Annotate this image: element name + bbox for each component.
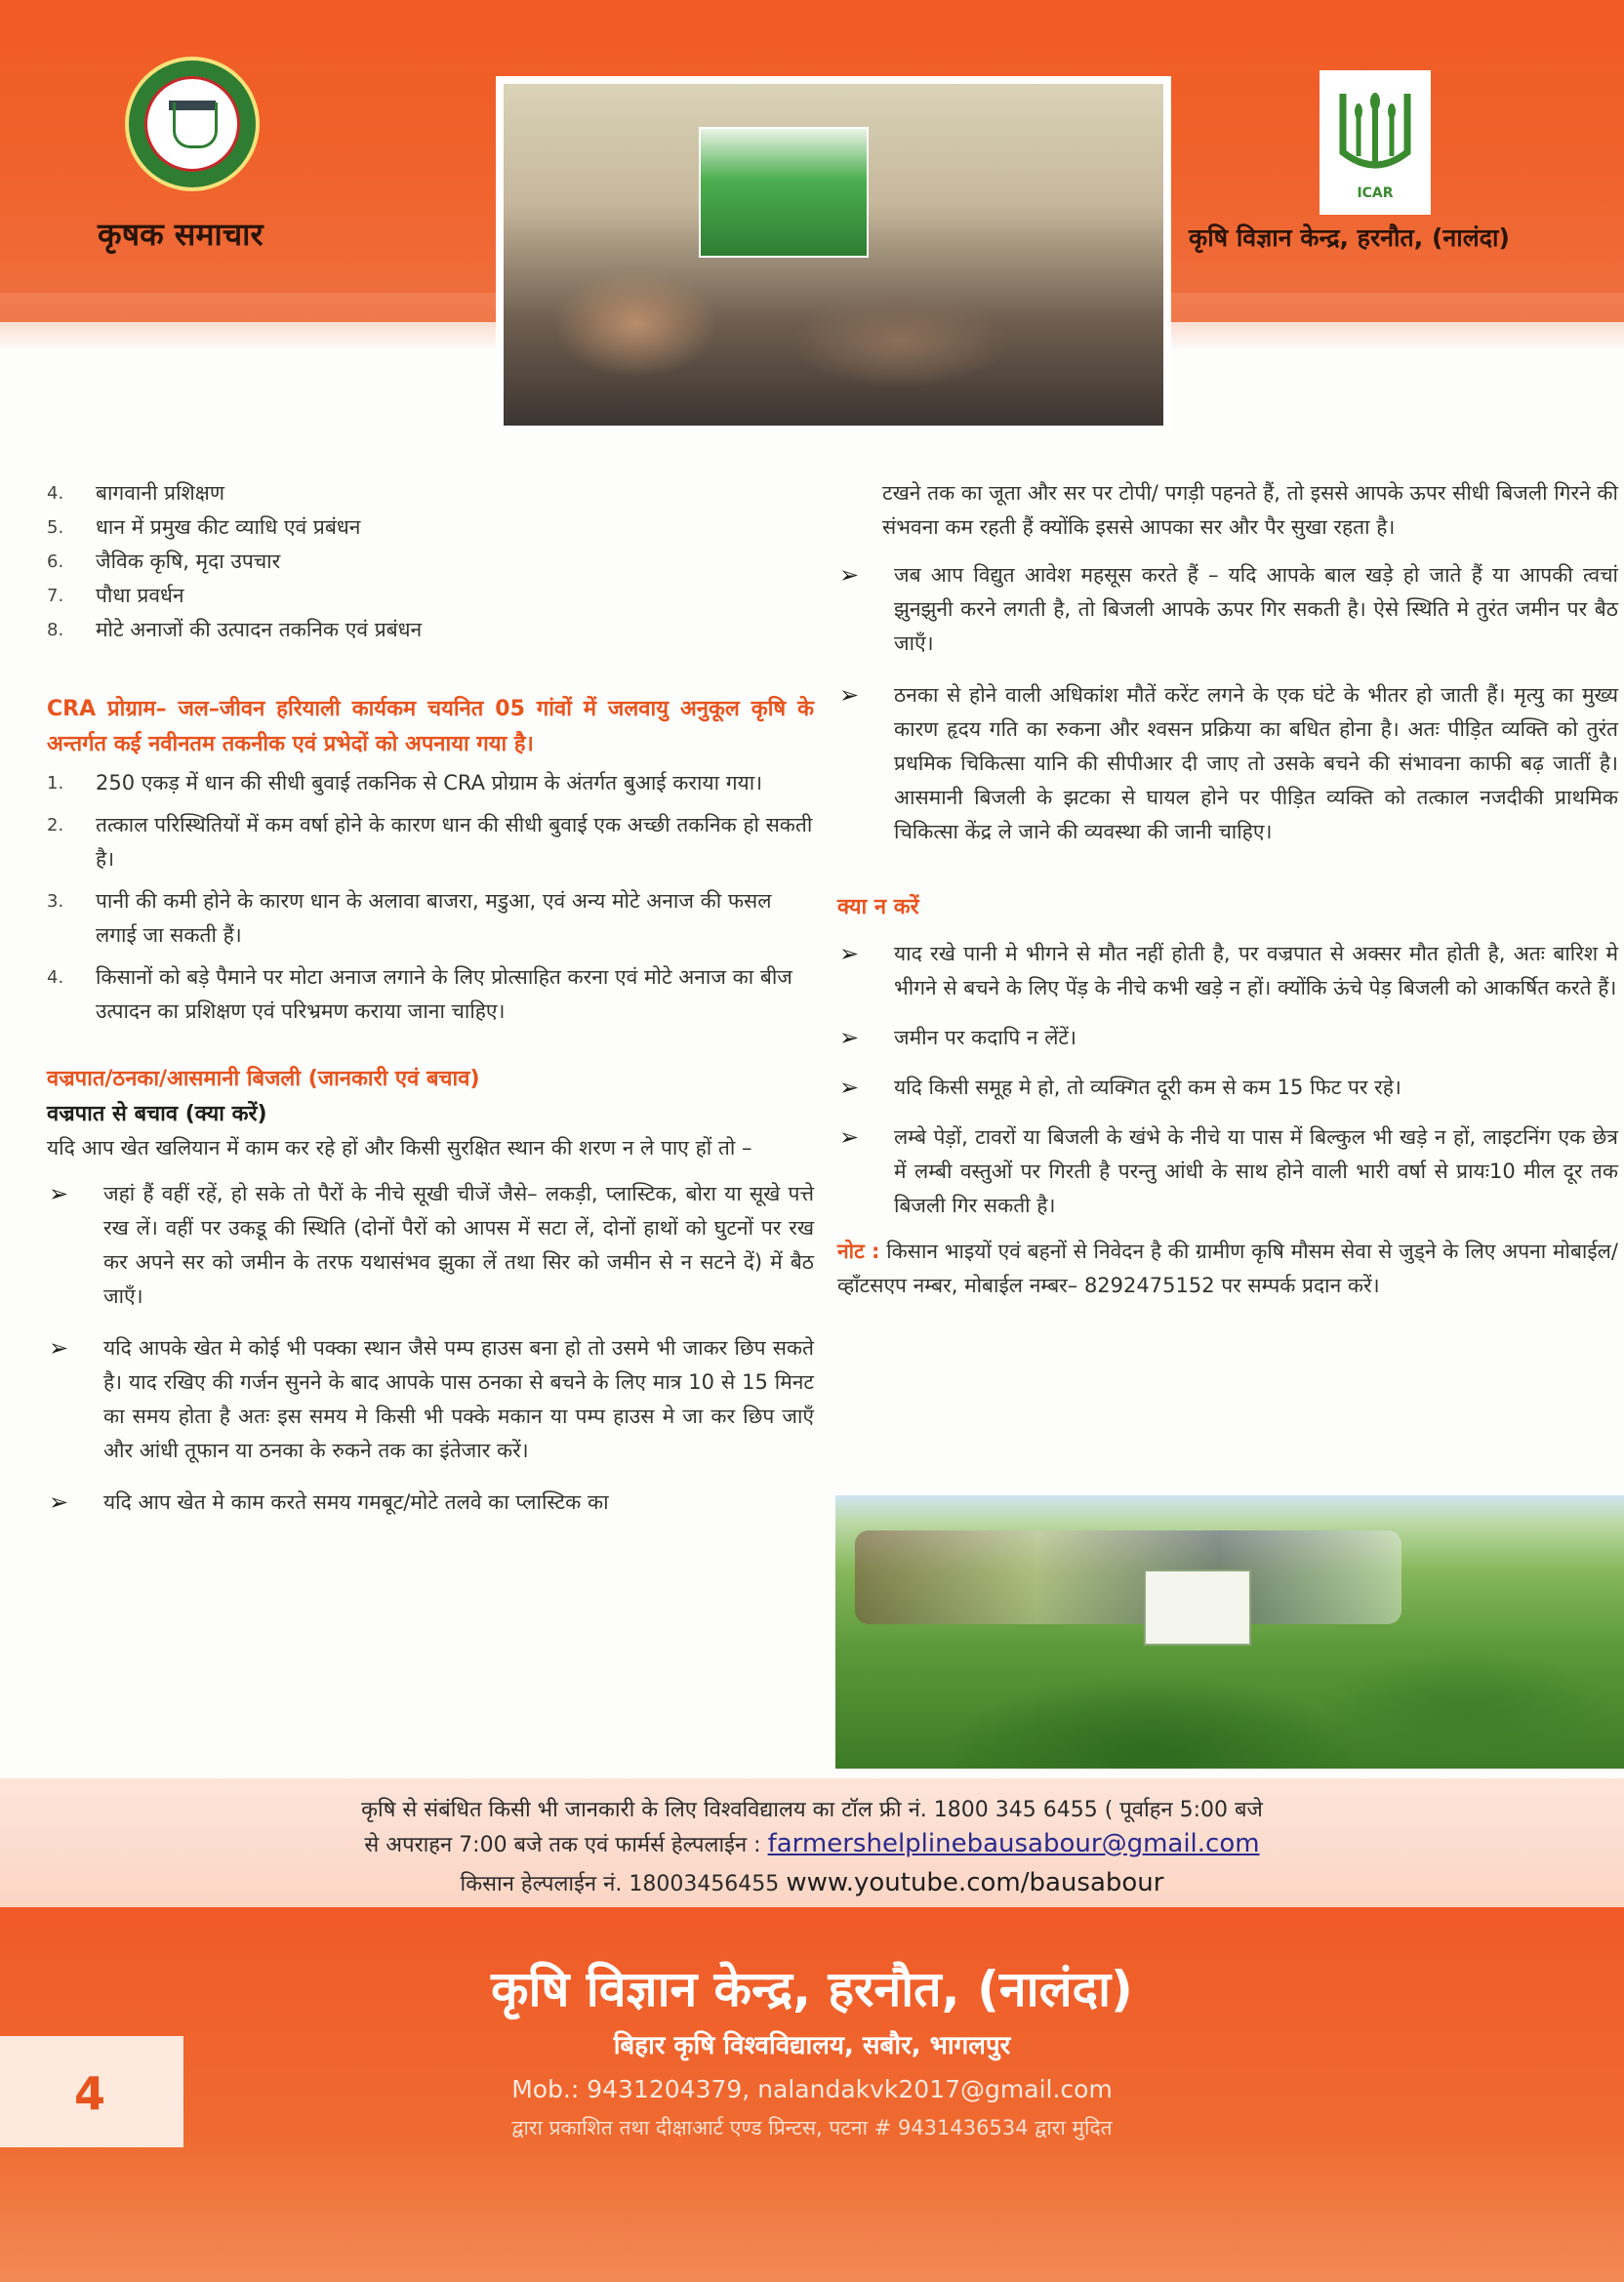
cra-list (47, 766, 814, 1029)
icar-logo-text: ICAR (1357, 185, 1394, 201)
list-text: तत्काल परिस्थितियों में कम वर्षा होने के कारण धान की सीधी बुवाई एक अच्छी तकनिक हो सकती है। (96, 813, 813, 871)
training-list (47, 476, 814, 647)
list-text: मोटे अनाजों की उत्पादन तकनिक एवं प्रबंधन (96, 618, 423, 641)
helpline-line-2 (0, 1829, 1624, 1858)
kvk-header-title: कृषि विज्ञान केन्द्र, हरनौत, (नालंदा) (1189, 224, 1510, 252)
dos-list-continued (837, 558, 1618, 849)
newsletter-title: कृषक समाचार (98, 216, 264, 253)
list-item (47, 579, 814, 613)
left-column (47, 476, 814, 1531)
list-text: किसानों को बड़े पैमाने पर मोटा अनाज लगाने के लिए प्रोत्साहित करना एवं मोटे अनाज का बीज उत्पादन का प्रशिक्षण एवं परिभ्रमण कराया जाना चाहिए। (96, 965, 792, 1023)
list-item (837, 558, 1618, 661)
right-column (837, 476, 1618, 1303)
kvk-footer-contact: Mob.: 9431204379, nalandakvk2017@gmail.com (511, 2075, 1113, 2103)
list-text: यदि आपके खेत मे कोई भी पक्का स्थान जैसे पम्प हाउस बना हो तो उसमे भी जाकर छिप सकते है। याद रखिए की गर्जन सुनने के बाद आपके पास ठनका से बचने के लिए मात्र 10 से 15 मिनट का समय होता है अतः इस समय मे किसी भी पक्के मकान या पम्प हाउस मे जा कर छिप जाएँ और आंधी तूफान या ठनका के रुकने तक का इंतेजार करें। (103, 1336, 814, 1462)
kisan-helpline: किसान हेल्पलाईन नं. 18003456455 (460, 1872, 780, 1896)
page-number: 4 (74, 2067, 106, 2120)
kvk-footer-subtitle: बिहार कृषि विश्वविद्यालय, सबौर, भागलपुर (613, 2031, 1011, 2060)
icar-logo-icon (1320, 70, 1431, 215)
dos-intro: यदि आप खेत खलियान में काम कर रहे हों और किसी सुरक्षित स्थान की शरण न ले पाए हों तो – (47, 1136, 752, 1160)
arrow-bullet-icon: ➢ (49, 1488, 69, 1516)
training-photo (496, 76, 1171, 433)
list-item (47, 808, 814, 876)
youtube-link[interactable]: www.youtube.com/bausabour (786, 1868, 1164, 1897)
training-photo-banner (699, 127, 869, 258)
list-number: 4. (47, 483, 64, 504)
list-text: यदि आप खेत मे काम करते समय गमबूट/मोटे तलवे का प्लास्टिक का (103, 1490, 609, 1514)
list-text: बागवानी प्रशिक्षण (96, 481, 225, 505)
note-paragraph (837, 1235, 1618, 1303)
list-text: 250 एकड़ में धान की सीधी बुवाई तकनिक से CRA प्रोग्राम के अंतर्गत बुआई कराया गया। (96, 771, 763, 795)
list-item (47, 1486, 814, 1520)
list-text: जहां हैं वहीं रहें, हो सके तो पैरों के नीचे सूखी चीजें जैसे– लकड़ी, प्लास्टिक, बोरा या सूखे पत्ते रख लें। वहीं पर उकडू की स्थिति (दोनों पैरों को आपस में सटा लें, दोनों हाथों को घुटनों पर रख कर अपने सर को जमीन के तरफ यथासंभव झुका लें तथा सिर को जमीन से न सटने दें) में बैठ जाएँ। (103, 1182, 814, 1308)
list-number: 6. (47, 551, 64, 572)
list-text: जैविक कृषि, मृदा उपचार (96, 550, 281, 573)
note-text: किसान भाइयों एवं बहनों से निवेदन है की ग्रामीण कृषि मौसम सेवा से जुड्ने के लिए अपना मोबाईल/व्हाँटसएप नम्बर, मोबाईल नम्बर– 8292475152 पर सम्पर्क प्रदान करें। (837, 1240, 1618, 1297)
arrow-bullet-icon: ➢ (839, 1024, 860, 1051)
arrow-bullet-icon: ➢ (839, 561, 860, 589)
field-visit-board (1144, 1569, 1251, 1646)
list-text: जमीन पर कदापि न लेंटें। (894, 1026, 1076, 1049)
cra-heading: CRA प्रोग्राम– जल–जीवन हरियाली कार्यकम चयनित 05 गांवों में जलवायु अनुकूल कृषि के अन्तर्गत कई नवीनतम तकनीक एवं प्रभेदों को अपनाया गया है। (47, 697, 814, 756)
list-text: यदि किसी समूह मे हो, तो व्यक्गित दूरी कम से कम 15 फिट पर रहे। (894, 1076, 1401, 1099)
list-number: 1. (47, 773, 64, 794)
list-number: 5. (47, 517, 64, 538)
dos-heading: वज्रपात से बचाव (क्या करें) (47, 1102, 267, 1126)
seal-emblem (173, 102, 218, 148)
list-item (47, 1177, 814, 1314)
list-text: लम्बे पेड़ों, टावरों या बिजली के खंभे के नीचे या पास में बिल्कुल भी खड़े न हों, लाइटनिंग एक छेत्र में लम्बी वस्तुओं पर गिरती है परन्तु आंधी के साथ होने वाली भारी वर्षा से प्रायः10 मील दूर तक बिजली गिर सकती है। (894, 1125, 1618, 1217)
list-text: पानी की कमी होने के कारण धान के अलावा बाजरा, मडुआ, एवं अन्य मोटे अनाज की फसल लगाई जा सकती हैं। (96, 889, 772, 947)
helpline-email-link[interactable]: farmershelplinebausabour@gmail.com (767, 1829, 1260, 1858)
list-item (47, 476, 814, 510)
list-number: 7. (47, 586, 64, 606)
continued-text: टखने तक का जूता और सर पर टोपी/ पगड़ी पहनते हैं, तो इससे आपके ऊपर सीधी बिजली गिरने की संभवना कम रहती हैं क्योंकि इससे आपका सर और पैर सुखा रहता है। (882, 481, 1618, 539)
helpline-line-1: कृषि से संबंधित किसी भी जानकारी के लिए विश्वविद्यालय का टॉल फ्री नं. 1800 345 6455 ( पूर्वाहन 5:00 बजे (361, 1798, 1263, 1822)
arrow-bullet-icon: ➢ (839, 1074, 860, 1101)
list-number: 3. (47, 891, 64, 912)
list-item (837, 937, 1618, 1005)
lightning-heading: वज्रपात/ठनका/आसमानी बिजली (जानकारी एवं बचाव) (47, 1067, 480, 1091)
list-number: 2. (47, 815, 64, 835)
donts-list (837, 937, 1618, 1223)
dos-list (47, 1177, 814, 1520)
list-item (47, 766, 814, 800)
list-number: 8. (47, 620, 64, 640)
list-text: जब आप विद्युत आवेश महसूस करते हैं – यदि आपके बाल खड़े हो जाते हैं या आपकी त्वचां झुनझुनी करने लगती है, तो बिजली आपके ऊपर गिर सकती है। ऐसे स्थिति मे तुरंत जमीन पर बैठ जाएँ। (894, 563, 1618, 655)
kvk-footer-title: कृषि विज्ञान केन्द्र, हरनौत, (नालंदा) (491, 1961, 1133, 2017)
list-item (47, 613, 814, 647)
training-photo-scene (504, 84, 1163, 426)
helpline-band (0, 1778, 1624, 1907)
list-item (837, 1071, 1618, 1105)
list-text: याद रखे पानी मे भीगने से मौत नहीं होती है, पर वज्रपात से अक्सर मौत होती है, अतः बारिश मे भीगने से बचने के लिए पेंड़ के नीचे कभी खड़े न हों। क्योंकि ऊंचे पेड़ बिजली को आकर्षित करते हैं। (894, 942, 1618, 999)
field-visit-people (855, 1530, 1401, 1624)
list-number: 4. (47, 967, 64, 988)
list-item (47, 545, 814, 579)
kvk-footer-printer: द्वारा प्रकाशित तथा दीक्षाआर्ट एण्ड प्रिन्टस, पटना # 9431436534 द्वारा मुदित (511, 2116, 1113, 2139)
helpline-line-3 (0, 1868, 1624, 1897)
seal-inner (144, 76, 240, 172)
note-label: नोट : (837, 1240, 880, 1263)
arrow-bullet-icon: ➢ (49, 1334, 69, 1362)
donts-heading: क्या न करें (837, 895, 919, 919)
arrow-bullet-icon: ➢ (839, 940, 860, 967)
arrow-bullet-icon: ➢ (839, 1123, 860, 1151)
list-item (837, 1121, 1618, 1223)
icar-wheat-icon (1333, 84, 1417, 178)
list-text: पौधा प्रवर्धन (96, 584, 184, 607)
list-item (47, 1331, 814, 1468)
list-text: ठनका से होने वाली अधिकांश मौतें करेंट लगने के एक घंटे के भीतर हो जाती हैं। मृत्यु का मुख्य कारण हृदय गति का रुकना और श्वसन प्रक्रिया का बधित होना है। अतः पीड़ित व्यक्ति को तुरंत प्रधमिक चिकित्सा यानि की सीपीआर दी जाए तो उसके बचने की संभावना काफी बढ़ जातीं है। आसमानी बिजली के झटका से घायल होने पर पीड़ित व्यक्ति को तत्काल नजदीकी प्राथमिक चिकित्सा केंद्र ले जाने की व्यवस्था की जानी चाहिए। (894, 683, 1618, 843)
university-seal-icon (125, 57, 260, 191)
list-item (47, 510, 814, 545)
list-text: धान में प्रमुख कीट व्याधि एवं प्रबंधन (96, 515, 361, 539)
list-item (837, 1021, 1618, 1055)
arrow-bullet-icon: ➢ (49, 1180, 69, 1207)
field-visit-photo (835, 1495, 1624, 1769)
arrow-bullet-icon: ➢ (839, 681, 860, 709)
list-item (47, 960, 814, 1029)
list-item (47, 884, 814, 953)
helpline-line-2-text: से अपराहन 7:00 बजे तक एवं फार्मर्स हेल्पलाईन : (364, 1833, 761, 1857)
list-item (837, 678, 1618, 849)
